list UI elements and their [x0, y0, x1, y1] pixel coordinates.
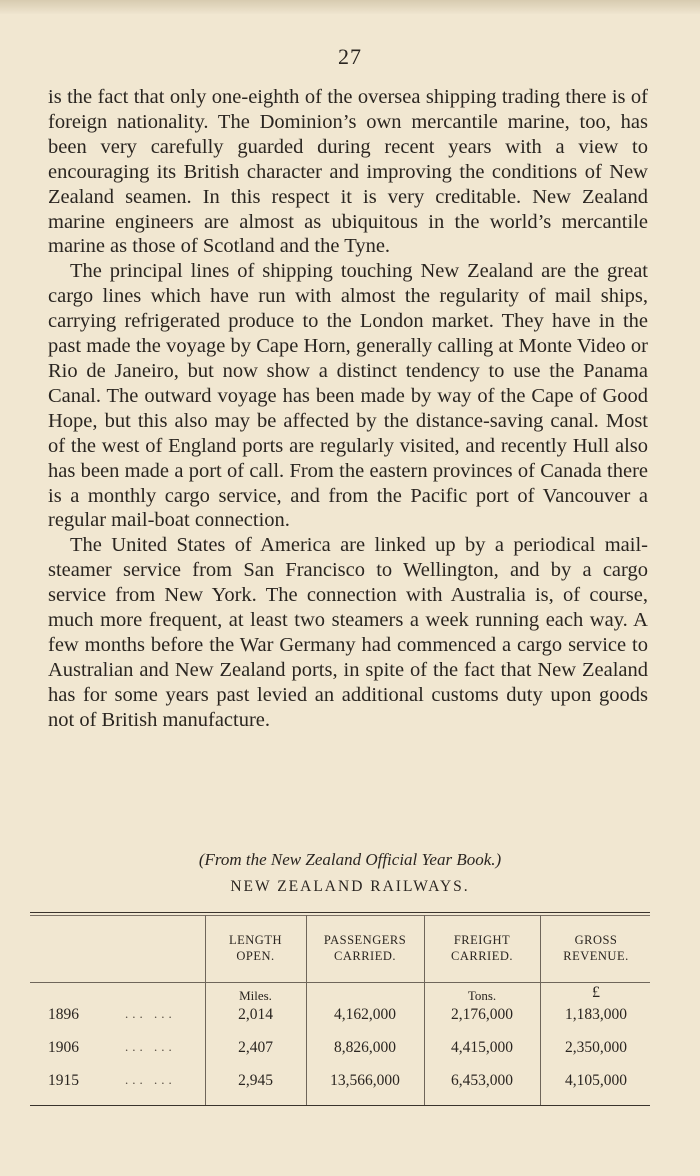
cell-length: 2,407 [238, 1039, 273, 1056]
row-leader-dots: ... ... [125, 1006, 176, 1021]
header-revenue: GROSS REVENUE. [563, 933, 629, 963]
unit-miles: Miles. [239, 988, 272, 1003]
cell-length: 2,014 [238, 1006, 273, 1023]
row-year: 1906 [48, 1039, 79, 1056]
row-year: 1915 [48, 1072, 79, 1089]
row-year: 1896 [48, 1006, 79, 1023]
table-row [0, 1039, 700, 1063]
unit-tons: Tons. [467, 988, 497, 1003]
row-leader-dots: ... ... [125, 1072, 176, 1087]
row-leader-dots: ... ... [125, 1039, 176, 1054]
paragraph-2: The principal lines of shipping touching New Zealand are the great cargo lines which have run with almost the regularity of mail ships, carrying refrigerated produce to the London market. They have in the past made the voyage by Cape Horn, generally calling at Monte Video or Rio de Janeiro, but now show a distinct tendency to use the Panama Canal. The outward voyage has been made by way of the Cape of Good Hope, but this also may be affected by the distance-saving canal. Most of the west of England ports are regularly visited, and recently Hull also has been made a port of call. From the eastern provinces of Canada there is a monthly cargo service, and from the Pacific port of Vancouver a regular mail-boat connection. [48, 260, 648, 532]
paragraph-3: The United States of America are linked up by a periodical mail-steamer service from San Francisco to Wellington, and by a cargo service from New York. The connection with Australia is, of course, much more frequent, at least two steamers a week running each way. A few months before the War Germany had commenced a cargo service to Australian and New Zealand ports, in spite of the fact that New Zealand has for some years past levied an additional customs duty upon goods not of British manufacture. [48, 534, 648, 731]
paragraph-1: is the fact that only one-eighth of the oversea shipping trading there is of foreign nationality. The Dominion’s own mercantile marine, too, has been very carefully guarded during recent years with a view to encouraging its British character and improving the conditions of New Zealand seamen. In this respect it is very creditable. New Zealand marine engineers are almost as ubiquitous in the world’s mercantile marine as those of Scotland and the Tyne. [48, 86, 648, 258]
cell-freight: 2,176,000 [451, 1006, 513, 1023]
cell-passengers: 4,162,000 [334, 1006, 396, 1023]
cell-revenue: 4,105,000 [565, 1072, 627, 1089]
header-freight: FREIGHT CARRIED. [451, 933, 513, 963]
cell-revenue: 2,350,000 [565, 1039, 627, 1056]
cell-freight: 4,415,000 [451, 1039, 513, 1056]
cell-passengers: 13,566,000 [330, 1072, 400, 1089]
table-header-rule [30, 982, 650, 983]
body-text [48, 85, 648, 733]
unit-pounds: £ [592, 984, 600, 1001]
cell-passengers: 8,826,000 [334, 1039, 396, 1056]
cell-length: 2,945 [238, 1072, 273, 1089]
table-title: NEW ZEALAND RAILWAYS. [230, 878, 470, 895]
table-row [0, 1072, 700, 1096]
header-length: LENGTH OPEN. [229, 933, 282, 963]
table-bottom-rule [30, 1105, 650, 1106]
page-top-edge [0, 0, 700, 14]
table-top-rule [30, 912, 650, 913]
table-row [0, 1006, 700, 1030]
cell-revenue: 1,183,000 [565, 1006, 627, 1023]
header-passengers: PASSENGERS CARRIED. [323, 933, 407, 963]
cell-freight: 6,453,000 [451, 1072, 513, 1089]
table-top-rule-inner [30, 915, 650, 916]
page-number: 27 [338, 44, 362, 69]
table-source-caption: (From the New Zealand Official Year Book.) [198, 850, 502, 869]
